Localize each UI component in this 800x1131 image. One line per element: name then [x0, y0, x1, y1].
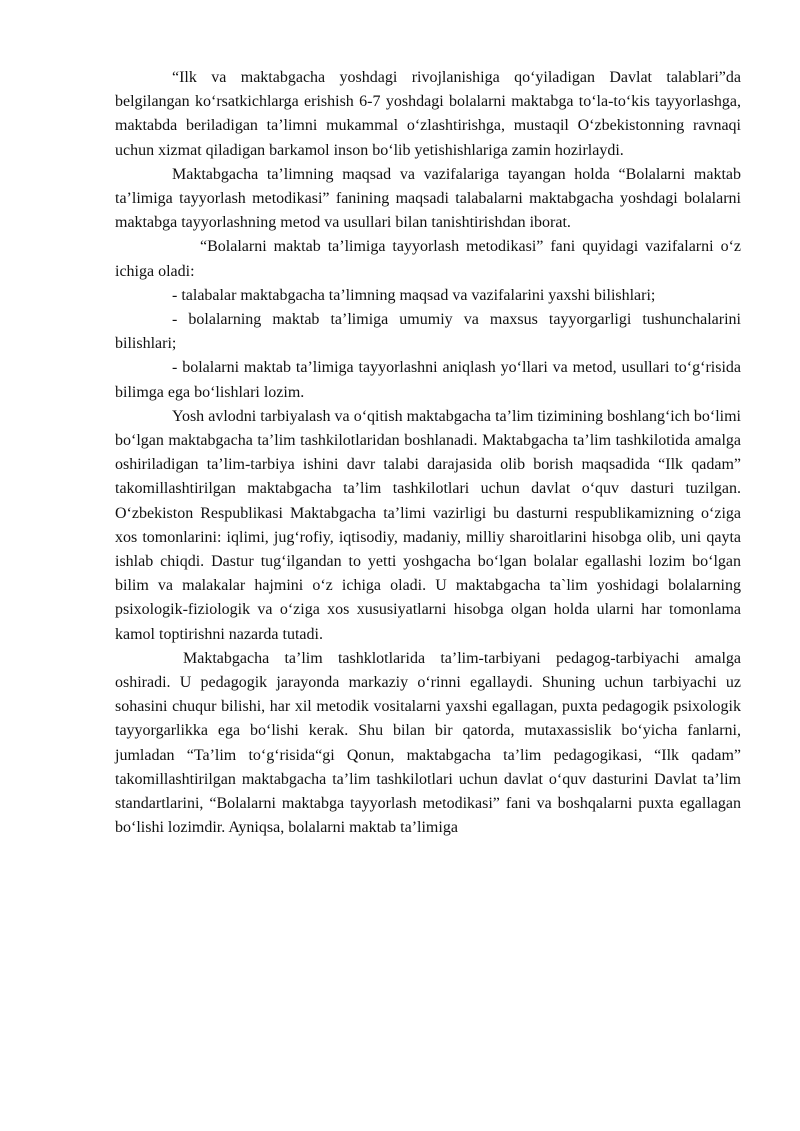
paragraph-course-goal: Maktabgacha ta’limning maqsad va vazifalariga tayangan holda “Bolalarni maktab ta’limiga tayyorlash metodikasi” fanining maqsadi talabalarni maktabgacha yoshdagi bolalarni maktabga tayyorlashning metod va usullari bilan tanishtirishdan iborat.	[115, 165, 741, 232]
paragraph-educator-role: Maktabgacha ta’lim tashklotlarida ta’lim-tarbiyani pedagog-tarbiyachi amalga oshiradi. U pedagogik jarayonda markaziy o‘rinni egallaydi. Shuning uchun tarbiyachi uz sohasini chuqur bilishi, har xil metodik vositalarni yaxshi egallagan, puxta pedagogik psixologik tayyorgarlikka ega bo‘lishi kerak. Shu bilan bir qatorda, mutaxassislik bo‘yicha fanlarni, jumladan “Ta’lim to‘g‘risida“gi Qonun, maktabgacha ta’lim pedagogikasi, “Ilk qadam” takomillashtirilgan maktabgacha ta’lim tashkilotlari uchun davlat o‘quv dasturini Davlat ta’lim standartlarini, “Bolalarni maktabga tayyorlash metodikasi” fani va boshqalarni puxta egallagan bo‘lishi lozimdir. Ayniqsa, bolalarni maktab ta’limiga	[115, 649, 741, 837]
document-page	[115, 66, 741, 841]
paragraph-course-tasks-intro: “Bolalarni maktab ta’limiga tayyorlash metodikasi” fani quyidagi vazifalarni o‘z ichiga oladi:	[115, 238, 741, 280]
paragraph-ilk-qadam-program: Yosh avlodni tarbiyalash va o‘qitish maktabgacha ta’lim tizimining boshlang‘ich bo‘limi bo‘lgan maktabgacha ta’lim tashkilotlaridan boshlanadi. Maktabgacha ta’lim tashkilotida amalga oshiriladigan ta’lim-tarbiya ishini davr talabi darajasida olib borish maqsadida “Ilk qadam” takomillashtirilgan maktabgacha ta’lim tashkilotlari uchun davlat o‘quv dasturi tuzilgan. O‘zbekiston Respublikasi Maktabgacha ta’limi vazirligi bu dasturni respublikamizning o‘ziga xos tomonlarini: iqlimi, jug‘rofiy, iqtisodiy, madaniy, milliy sharoitlarini hisobga olib, uni qayta ishlab chiqdi. Dastur tug‘ilgandan to yetti yoshgacha bo‘lgan bolalar egallashi lozim bo‘lgan bilim va malakalar hajmini o‘z ichiga oladi. U maktabgacha ta`lim yoshidagi bolalarning psixologik-fiziologik va o‘ziga xos xususiyatlarni hisobga olgan holda ularni har tomonlama kamol toptirishni nazarda tutadi.	[115, 407, 741, 643]
list-item-task-3: - bolalarni maktab ta’limiga tayyorlashni aniqlash yo‘llari va metod, usullari to‘g‘risida bilimga ega bo‘lishlari lozim.	[115, 359, 741, 401]
list-item-task-1: - talabalar maktabgacha ta’limning maqsad va vazifalarini yaxshi bilishlari;	[172, 286, 656, 304]
list-item-task-2: - bolalarning maktab ta’limiga umumiy va maxsus tayyorgarligi tushunchalarini bilishlari;	[115, 311, 741, 353]
paragraph-state-requirements: “Ilk va maktabgacha yoshdagi rivojlanishiga qo‘yiladigan Davlat talablari”da belgilangan ko‘rsatkichlarga erishish 6-7 yoshdagi bolalarni maktabga to‘la-to‘kis tayyorlashga, maktabda beriladigan ta’limni mukammal o‘zlashtirishga, mustaqil O‘zbekistonning ravnaqi uchun xizmat qiladigan barkamol inson bo‘lib yetishishlariga zamin hozirlaydi.	[115, 69, 741, 159]
